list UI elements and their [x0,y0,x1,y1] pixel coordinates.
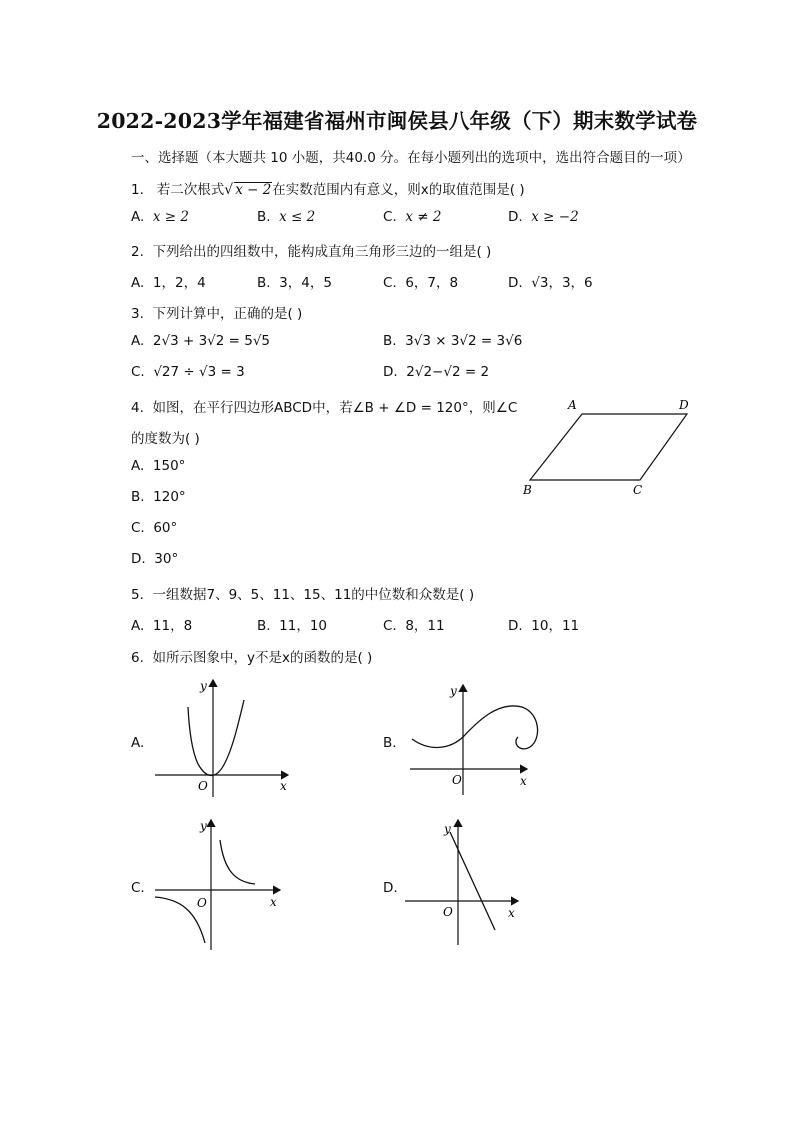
q4-option-b[interactable] [131,489,186,505]
vertex-c-label: C [633,483,643,497]
graph-a [150,672,300,802]
question-1 [131,178,525,198]
question-number: 6. [131,650,144,666]
x-axis-label: x [270,895,277,909]
option-label: B. [257,275,271,291]
option-text: 11，8 [152,618,193,634]
option-text: 150° [152,458,186,474]
option-text: x ≥ −2 [531,209,579,225]
origin-label: O [452,773,462,787]
origin-label: O [443,905,453,919]
question-number: 3. [131,306,144,322]
question-2 [131,240,491,260]
origin-label: O [198,779,208,793]
q5-option-d[interactable] [508,614,579,634]
q5-option-b[interactable] [257,614,327,634]
option-label: A. [131,275,145,291]
option-text: 3√3 × 3√2 = 3√6 [405,333,523,349]
graph-c-label[interactable]: C. [131,880,145,896]
q3-option-d[interactable] [383,364,489,380]
question-number: 5. [131,587,144,603]
question-4-line-2: 的度数为( ) [131,431,200,447]
q1-option-b[interactable] [257,209,315,225]
option-text: 1，2，4 [152,275,206,291]
q2-option-b[interactable] [257,271,332,291]
option-text: √3，3，6 [531,275,593,291]
option-text: x ≠ 2 [405,209,442,225]
question-text: 如图，在平行四边形ABCD中，若∠B + ∠D = 120°，则∠C [152,400,518,416]
option-label: B. [383,333,397,349]
q3-option-c[interactable] [131,364,245,380]
vertex-a-label: A [568,398,577,412]
q4-option-d[interactable] [131,551,178,567]
option-label: B. [257,618,271,634]
graph-a-label[interactable]: A. [131,735,145,751]
question-number: 2. [131,244,144,260]
option-text: 30° [154,551,179,567]
option-text: 2√2−√2 = 2 [406,364,490,380]
s-curve-spiral [412,706,538,749]
option-label: C. [131,520,145,536]
q5-option-c[interactable] [383,614,445,634]
option-label: A. [131,458,145,474]
option-label: C. [383,209,397,225]
q4-option-a[interactable] [131,458,185,474]
option-label: A. [131,618,145,634]
q2-option-a[interactable] [131,271,206,291]
question-number: 4. [131,400,144,416]
decreasing-line [450,832,495,930]
q5-option-a[interactable] [131,614,192,634]
option-label: D. [383,364,398,380]
question-6 [131,646,372,666]
option-text: x ≥ 2 [152,209,189,225]
question-5 [131,583,474,603]
option-text: 8，11 [405,618,445,634]
vertex-d-label: D [679,398,689,412]
option-text: 11，10 [279,618,328,634]
q3-option-a[interactable] [131,333,270,349]
option-text: 2√3 + 3√2 = 5√5 [152,333,271,349]
question-text: 如所示图象中，y不是x的函数的是( ) [152,650,373,666]
question-text: 下列计算中，正确的是( ) [152,306,303,322]
q3-option-b[interactable] [383,333,522,349]
graph-d-label[interactable]: D. [383,880,398,896]
q1-option-a[interactable] [131,209,189,225]
graph-b-label[interactable]: B. [383,735,397,751]
question-text: 下列给出的四组数中，能构成直角三角形三边的一组是( ) [152,244,492,260]
question-text-post: 在实数范围内有意义，则x的取值范围是( ) [272,182,525,198]
option-text: 6，7，8 [405,275,459,291]
x-axis-label: x [280,779,287,793]
q1-option-c[interactable] [383,209,441,225]
option-label: C. [383,618,397,634]
option-text: √27 ÷ √3 = 3 [153,364,245,380]
option-label: C. [383,275,397,291]
radical-sign-icon: √ [224,182,234,198]
option-label: D. [508,618,523,634]
q1-option-d[interactable] [508,209,579,225]
option-label: D. [131,551,146,567]
option-text: 3，4，5 [279,275,332,291]
graph-b [400,677,540,802]
question-3 [131,302,302,322]
option-text: 10，11 [531,618,580,634]
section-heading: 一、选择题（本大题共 10 小题，共40.0 分。在每小题列出的选项中，选出符合题目的一项） [131,150,691,166]
graph-c [150,815,290,955]
radicand: x − 2 [235,182,272,198]
q2-option-c[interactable] [383,271,458,291]
x-axis-label: x [508,906,515,920]
option-label: A. [131,209,145,225]
y-axis-label: y [444,822,451,836]
x-axis-label: x [520,774,527,788]
q2-option-d[interactable] [508,271,593,291]
exam-title: 2022-2023学年福建省福州市闽侯县八年级（下）期末数学试卷 [96,109,698,133]
question-number: 1. [131,182,144,198]
origin-label: O [197,896,207,910]
option-label: D. [508,275,523,291]
parallelogram-shape [530,414,687,480]
option-label: C. [131,364,145,380]
option-text: x ≤ 2 [279,209,316,225]
option-label: B. [131,489,145,505]
option-label: A. [131,333,145,349]
question-text: 一组数据7、9、5、11、15、11的中位数和众数是( ) [152,587,475,603]
y-axis-label: y [200,819,207,833]
question-4 [131,396,517,416]
hyperbola-upper-branch [220,840,255,884]
option-text: 60° [153,520,178,536]
option-label: D. [508,209,523,225]
vertex-b-label: B [523,483,532,497]
parabola-curve [188,700,244,776]
option-text: 120° [153,489,186,505]
parallelogram-figure [515,395,705,500]
graph-d [400,815,530,950]
q4-option-c[interactable] [131,520,177,536]
question-text-pre: 若二次根式 [156,182,225,198]
option-label: B. [257,209,271,225]
y-axis-label: y [450,684,457,698]
y-axis-label: y [200,679,207,693]
